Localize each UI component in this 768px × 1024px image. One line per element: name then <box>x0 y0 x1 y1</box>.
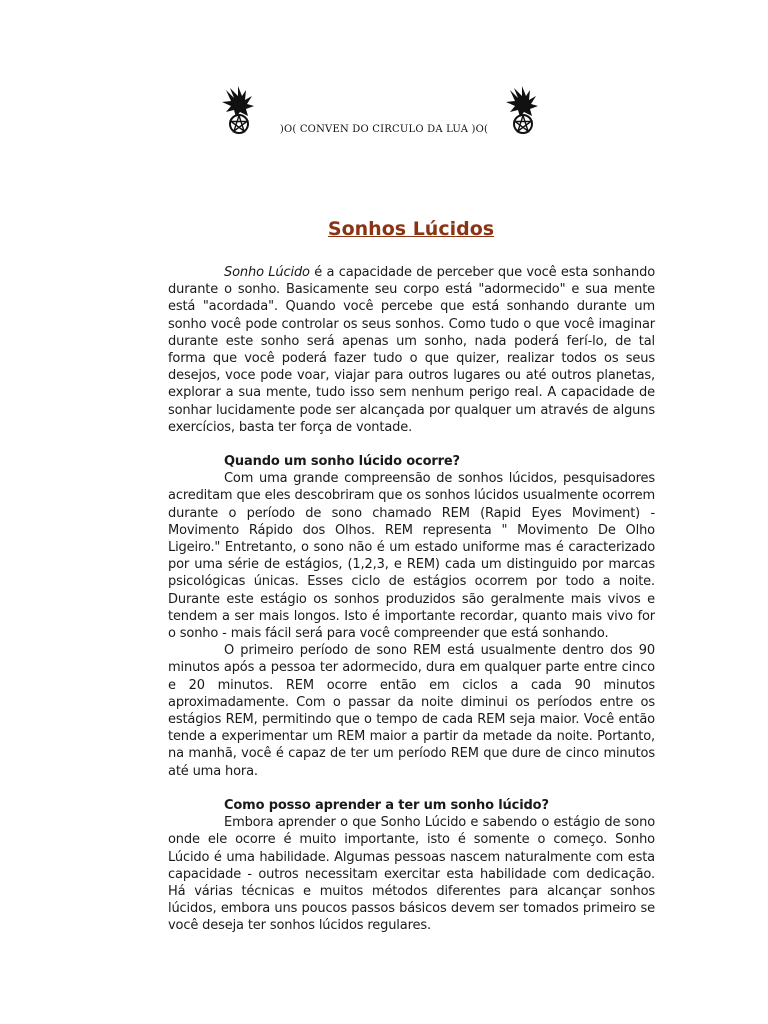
header-title: )O( CONVEN DO CIRCULO DA LUA )O( <box>279 124 489 135</box>
intro-term: Sonho Lúcido <box>224 265 310 280</box>
page-header <box>0 84 768 144</box>
document-body <box>168 264 655 935</box>
section-when-paragraph-1: Com uma grande compreensão de sonhos lúcidos, pesquisadores acreditam que eles descobriram que os sonhos lúcidos usualmente ocorrem durante o período de sono chamado REM (Rapid Eyes Moviment) - Movimento Rápido dos Olhos. REM representa " Movimento De Olho Ligeiro." Entretanto, o sono não é um estado uniforme mas é caracterizado por uma série de estágios, (1,2,3, e REM) cada um distinguido por marcas psicológicas únicas. Esses ciclo de estágios ocorrem por todo a noite. Durante este estágio os sonhos produzidos são geralmente mais vivos e tendem a ser mais longos. Isto é importante recordar, quanto mais vivo for o sonho - mais fácil será para você compreender que está sonhando. <box>168 471 655 642</box>
page-title: Sonhos Lúcidos <box>327 218 495 240</box>
section-heading-how: Como posso aprender a ter um sonho lúcido? <box>224 797 549 813</box>
section-how-paragraph-1: Embora aprender o que Sonho Lúcido e sabendo o estágio de sono onde ele ocorre é muito importante, isto é somente o começo. Sonho Lúcido é uma habilidade. Algumas pessoas nascem naturalmente com esta capacidade - outros necessitam exercitar esta habilidade com dedicação. Há várias técnicas e muitos métodos diferentes para alcançar sonhos lúcidos, embora uns poucos passos básicos devem ser tomados primeiro se você deseja ter sonhos lúcidos regulares. <box>168 815 655 934</box>
section-heading-when: Quando um sonho lúcido ocorre? <box>224 454 460 470</box>
intro-paragraph <box>168 264 655 436</box>
intro-text: é a capacidade de perceber que você esta sonhando durante o sonho. Basicamente seu corpo está "adormecido" e sua mente está "acordada". Quando você percebe que está sonhando durante um sonho você pode controlar os seus sonhos. Como tudo o que você imaginar durante este sonho será apenas um sonho, nada poderá ferí-lo, de tal forma que você poderá fazer tudo o que quizer, realizar todos os seus desejos, voce pode voar, viajar para outros lugares ou até outros planetas, explorar a sua mente, tudo isso sem nenhum perigo real. A capacidade de sonhar lucidamente pode ser alcançada por qualquer um através de alguns exercícios, basta ter força de vontade. <box>168 265 656 435</box>
section-when-paragraph-2: O primeiro período de sono REM está usualmente dentro dos 90 minutos após a pessoa ter adormecido, dura em qualquer parte entre cinco e 20 minutos. REM ocorre então em ciclos a cada 90 minutos aproximadamente. Com o passar da noite diminui os períodos entre os estágios REM, permitindo que o tempo de cada REM seja maior. Você então tende a experimentar um REM maior a partir da metade da noite. Portanto, na manhã, você é capaz de ter um período REM que dure de cinco minutos até uma hora. <box>168 643 655 779</box>
dragon-pentacle-icon <box>502 84 544 136</box>
